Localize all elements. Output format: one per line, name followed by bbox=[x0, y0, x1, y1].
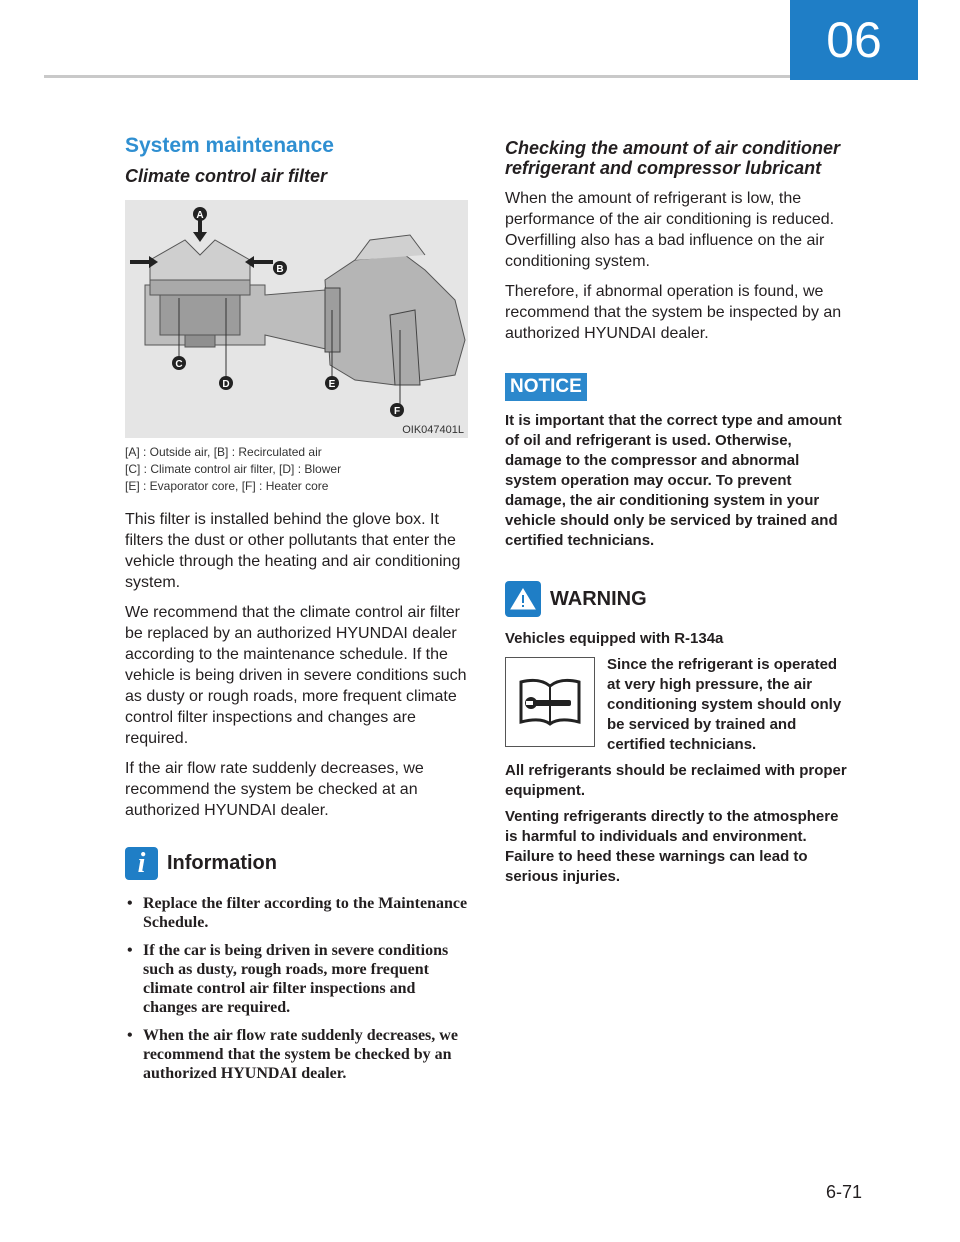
label-b: B bbox=[276, 264, 284, 275]
warning-block bbox=[505, 655, 850, 761]
warning-text: Venting refrigerants directly to the atmosphere is harmful to individuals and environment. Failure to heed these warnings can lead to serious injuries. bbox=[505, 808, 839, 885]
header-rule bbox=[44, 75, 790, 78]
list-item: • If the car is being driven in severe conditions such as dusty, rough roads, more frequent climate control air filter inspections and changes are required. bbox=[125, 941, 470, 1017]
list-item: • Replace the filter according to the Maintenance Schedule. bbox=[125, 894, 470, 932]
subsection-title: Climate control air filter bbox=[125, 166, 328, 186]
label-a: A bbox=[196, 210, 204, 221]
info-icon: i bbox=[125, 847, 158, 880]
caption-line: [C] : Climate control air filter, [D] : Blower bbox=[125, 462, 342, 476]
label-e: E bbox=[328, 379, 336, 390]
warning-text: Since the refrigerant is operated at very high pressure, the air conditioning system should only be serviced by trained and certified technicians. bbox=[607, 656, 842, 753]
label-d: D bbox=[222, 379, 230, 390]
figure-caption bbox=[125, 444, 470, 495]
paragraph: Therefore, if abnormal operation is found, we recommend that the system be inspected by an authorized HYUNDAI dealer. bbox=[505, 283, 842, 342]
air-filter-diagram bbox=[125, 200, 468, 438]
caption-line: [A] : Outside air, [B] : Recirculated air bbox=[125, 445, 322, 459]
information-list bbox=[125, 894, 470, 1083]
information-header bbox=[125, 847, 470, 880]
subsection-title: Checking the amount of air conditioner refrigerant and compressor lubricant bbox=[505, 138, 841, 178]
caption-line: [E] : Evaporator core, [F] : Heater core bbox=[125, 479, 329, 493]
label-c: C bbox=[175, 359, 183, 370]
warning-subhead: Vehicles equipped with R-134a bbox=[505, 630, 724, 647]
paragraph: This filter is installed behind the glove box. It filters the dust or other pollutants that enter the vehicle through the heating and air conditioning system. bbox=[125, 511, 461, 591]
paragraph: If the air flow rate suddenly decreases, we recommend the system be checked at an authorized HYUNDAI dealer. bbox=[125, 760, 424, 819]
list-item: • When the air flow rate suddenly decreases, we recommend that the system be checked by an authorized HYUNDAI dealer. bbox=[125, 1026, 470, 1083]
paragraph: When the amount of refrigerant is low, the performance of the air conditioning is reduced. Overfilling also has a bad influence on the air conditioning system. bbox=[505, 190, 835, 270]
warning-title: WARNING bbox=[550, 587, 647, 610]
hvac-unit-illustration bbox=[125, 200, 468, 438]
paragraph: We recommend that the climate control air filter be replaced by an authorized HYUNDAI dealer according to the maintenance schedule. If the vehicle is being driven in severe conditions such as dusty or rough roads, more frequent climate control filter inspections and changes are required. bbox=[125, 604, 467, 747]
chapter-tab bbox=[790, 0, 918, 80]
right-column bbox=[505, 134, 850, 893]
left-column bbox=[125, 134, 470, 1092]
page-number: 6-71 bbox=[825, 1182, 862, 1202]
chapter-number: 06 bbox=[826, 12, 882, 68]
information-title: Information bbox=[167, 852, 277, 874]
manual-book-wrench-icon bbox=[505, 657, 595, 747]
notice-badge: NOTICE bbox=[505, 373, 587, 401]
warning-header bbox=[505, 581, 850, 617]
section-title: System maintenance bbox=[125, 134, 334, 157]
notice-text: It is important that the correct type and amount of oil and refrigerant is used. Otherwise, damage to the compressor and abnormal system operation may occur. To prevent damage, the air conditioning system in your vehicle should only be serviced by trained and certified technicians. bbox=[505, 412, 842, 549]
figure-code: OIK047401L bbox=[402, 424, 464, 436]
warning-text: All refrigerants should be reclaimed with proper equipment. bbox=[505, 762, 847, 799]
label-f: F bbox=[393, 406, 401, 417]
warning-triangle-icon bbox=[505, 581, 541, 617]
